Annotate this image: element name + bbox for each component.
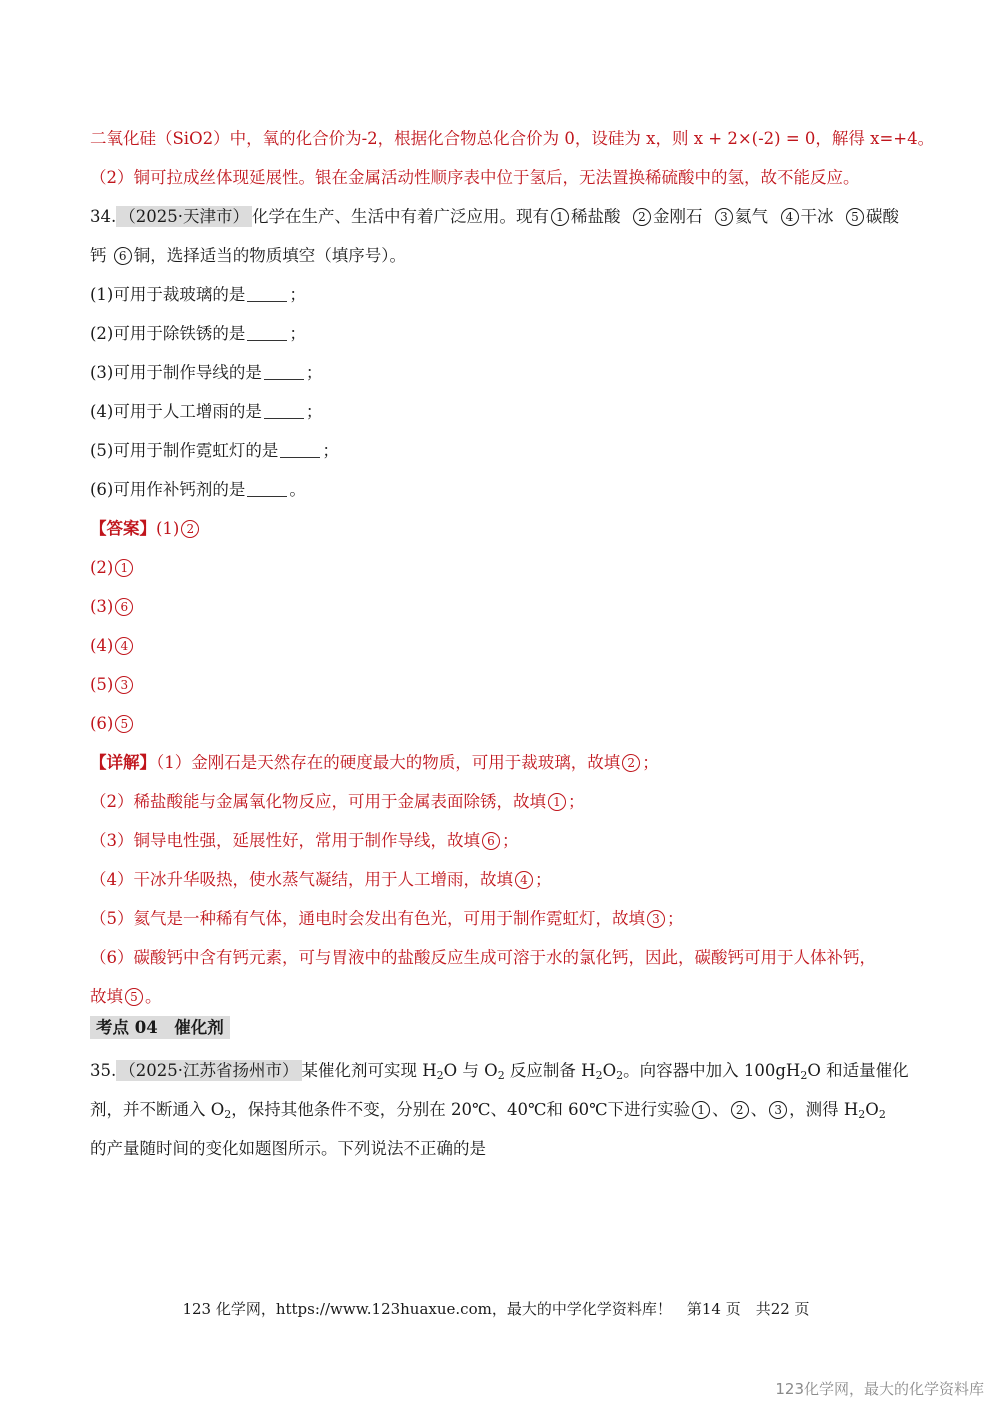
detail-num: 4 — [515, 871, 533, 889]
q35-text: 某催化剂可实现 H — [301, 1061, 437, 1080]
page-footer: 123 化学网，https://www.123huaxue.com，最大的中学化学资料库！ 第14 页 共22 页 — [182, 1300, 810, 1318]
q35-line-3: 的产量随时间的变化如题图所示。下列说法不正确的是 — [90, 1139, 486, 1158]
q35-source-tag: （2025·江苏省扬州市） — [116, 1060, 301, 1081]
subq-1 — [90, 284, 306, 306]
option-text: 金刚石 — [653, 207, 703, 226]
answer-blank — [280, 441, 320, 458]
answer-label: (5) — [90, 675, 114, 694]
q34-source-tag: （2025·天津市） — [116, 206, 252, 227]
answer-label: (4) — [90, 636, 114, 655]
subq-label: (4)可用于人工增雨的是 — [90, 402, 262, 421]
q35-text: 。向容器中加入 100gH — [623, 1061, 801, 1080]
q34-stem-line-1 — [90, 206, 899, 228]
option-number: 4 — [781, 208, 799, 226]
section-heading — [90, 1017, 230, 1039]
detail-text: 故填 — [90, 987, 123, 1006]
subscript: 2 — [616, 1069, 624, 1082]
q35-text: O — [865, 1100, 879, 1119]
subscript: 2 — [858, 1108, 866, 1121]
subscript: 2 — [224, 1108, 232, 1121]
answer-value: 4 — [115, 637, 133, 655]
detail-line-3 — [90, 830, 519, 852]
detail-num: 5 — [125, 988, 143, 1006]
option-number: 1 — [551, 208, 569, 226]
option-text: 干冰 — [800, 207, 834, 226]
q35-text: O 和适量催化 — [807, 1061, 909, 1080]
subq-3 — [90, 362, 322, 384]
subq-label: (5)可用于制作霓虹灯的是 — [90, 441, 279, 460]
experiment-number: 1 — [692, 1101, 710, 1119]
detail-end: ； — [568, 792, 585, 811]
detail-end: ； — [502, 831, 519, 850]
subq-end: ； — [322, 441, 339, 460]
answer-blank — [247, 480, 287, 497]
detail-line-6 — [90, 947, 876, 969]
subq-label: (3)可用于制作导线的是 — [90, 363, 262, 382]
section-label: 考点 04 催化剂 — [90, 1016, 230, 1039]
q35-text: O — [602, 1061, 617, 1080]
detail-line-5 — [90, 908, 684, 930]
detail-end: ； — [642, 753, 659, 772]
detail-end: ； — [667, 909, 684, 928]
q35-text: 反应制备 H — [504, 1061, 596, 1080]
q35-line-2 — [90, 1099, 886, 1126]
subscript: 2 — [878, 1108, 886, 1121]
detail-text: （1）金刚石是天然存在的硬度最大的物质，可用于裁玻璃，故填 — [156, 753, 621, 772]
q35-text: 剂，并不断通入 O — [90, 1100, 225, 1119]
subscript: 2 — [436, 1069, 444, 1082]
detail-tag: 【详解】 — [90, 753, 156, 772]
answer-blank — [264, 363, 304, 380]
subq-4 — [90, 401, 322, 423]
answer-line-1 — [90, 518, 201, 540]
answer-value: 2 — [181, 520, 199, 538]
subq-label: (1)可用于裁玻璃的是 — [90, 285, 246, 304]
detail-text: （5）氦气是一种稀有气体，通电时会发出有色光，可用于制作霓虹灯，故填 — [90, 909, 645, 928]
q34-stem-line-2 — [90, 245, 406, 267]
detail-text: （4）干冰升华吸热，使水蒸气凝结，用于人工增雨，故填 — [90, 870, 513, 889]
detail-line-2 — [90, 791, 585, 813]
answer-value: 5 — [115, 715, 133, 733]
subscript: 2 — [497, 1069, 505, 1082]
experiment-number: 3 — [769, 1101, 787, 1119]
answer-line-3 — [90, 596, 135, 618]
detail-num: 6 — [482, 832, 500, 850]
subq-end: ； — [305, 363, 323, 382]
answer-line-2 — [90, 557, 135, 579]
answer-value: 6 — [115, 598, 133, 616]
subscript: 2 — [800, 1069, 808, 1082]
subq-2 — [90, 323, 306, 345]
subq-label: (6)可用作补钙剂的是 — [90, 480, 246, 499]
intro-line-1: 二氧化硅（SiO2）中，氧的化合价为-2，根据化合物总化合价为 0，设硅为 x，则 x + 2×(-2) = 0，解得 x=+4。 — [90, 129, 935, 148]
answer-line-6 — [90, 713, 135, 735]
detail-line-4 — [90, 869, 552, 891]
subq-end: 。 — [289, 480, 306, 499]
answer-tag: 【答案】 — [90, 519, 156, 538]
q34-number: 34. — [90, 207, 117, 226]
answer-blank — [247, 285, 287, 302]
q34-stem-a: 化学在生产、生活中有着广泛应用。现有 — [252, 207, 549, 226]
detail-end: 。 — [145, 987, 162, 1006]
subq-6 — [90, 479, 306, 501]
option-number: 2 — [633, 208, 651, 226]
answer-value: 1 — [115, 559, 133, 577]
separator: 、 — [750, 1100, 768, 1119]
option-number: 3 — [715, 208, 733, 226]
subq-end: ； — [289, 324, 306, 343]
detail-line-7 — [90, 986, 162, 1008]
answer-label: (6) — [90, 714, 114, 733]
subq-end: ； — [289, 285, 306, 304]
answer-line-5 — [90, 674, 135, 696]
subscript: 2 — [595, 1069, 603, 1082]
q35-text: ，测得 H — [789, 1100, 859, 1119]
detail-num: 2 — [622, 754, 640, 772]
answer-value: 3 — [115, 676, 133, 694]
detail-end: ； — [535, 870, 552, 889]
answer-label: (2) — [90, 558, 114, 577]
q34-stem-b1: 钙 — [90, 246, 107, 265]
answer-blank — [264, 402, 304, 419]
answer-label: (3) — [90, 597, 114, 616]
separator: 、 — [712, 1100, 729, 1119]
option-number: 6 — [114, 247, 132, 265]
detail-line-1 — [90, 752, 659, 774]
subq-5 — [90, 440, 339, 462]
detail-num: 3 — [647, 910, 665, 928]
answer-line-4 — [90, 635, 135, 657]
answer-blank — [247, 324, 287, 341]
q34-stem-b2: 铜，选择适当的物质填空（填序号）。 — [133, 246, 406, 265]
subq-label: (2)可用于除铁锈的是 — [90, 324, 246, 343]
q35-line-1 — [90, 1060, 909, 1087]
option-text: 氦气 — [735, 207, 768, 226]
detail-text: （3）铜导电性强，延展性好，常用于制作导线，故填 — [90, 831, 480, 850]
option-text: 稀盐酸 — [571, 207, 621, 226]
detail-num: 1 — [548, 793, 566, 811]
subq-end: ； — [305, 402, 323, 421]
detail-text: （2）稀盐酸能与金属氧化物反应，可用于金属表面除锈，故填 — [90, 792, 546, 811]
q35-text: ，保持其他条件不变，分别在 20℃、40℃和 60℃下进行实验 — [231, 1100, 691, 1119]
intro-line-2: （2）铜可拉成丝体现延展性。银在金属活动性顺序表中位于氢后，无法置换稀硫酸中的氢，故不能反应。 — [90, 168, 860, 187]
q35-text: O 与 O — [443, 1061, 498, 1080]
experiment-number: 2 — [731, 1101, 749, 1119]
q35-number: 35. — [90, 1061, 117, 1080]
answer-label: (1) — [156, 519, 180, 538]
detail-text: （6）碳酸钙中含有钙元素，可与胃液中的盐酸反应生成可溶于水的氯化钙，因此，碳酸钙可用于人体补钙， — [90, 948, 876, 967]
option-text: 碳酸 — [866, 207, 899, 226]
option-number: 5 — [846, 208, 864, 226]
watermark: 123化学网，最大的化学资料库 — [775, 1380, 984, 1398]
